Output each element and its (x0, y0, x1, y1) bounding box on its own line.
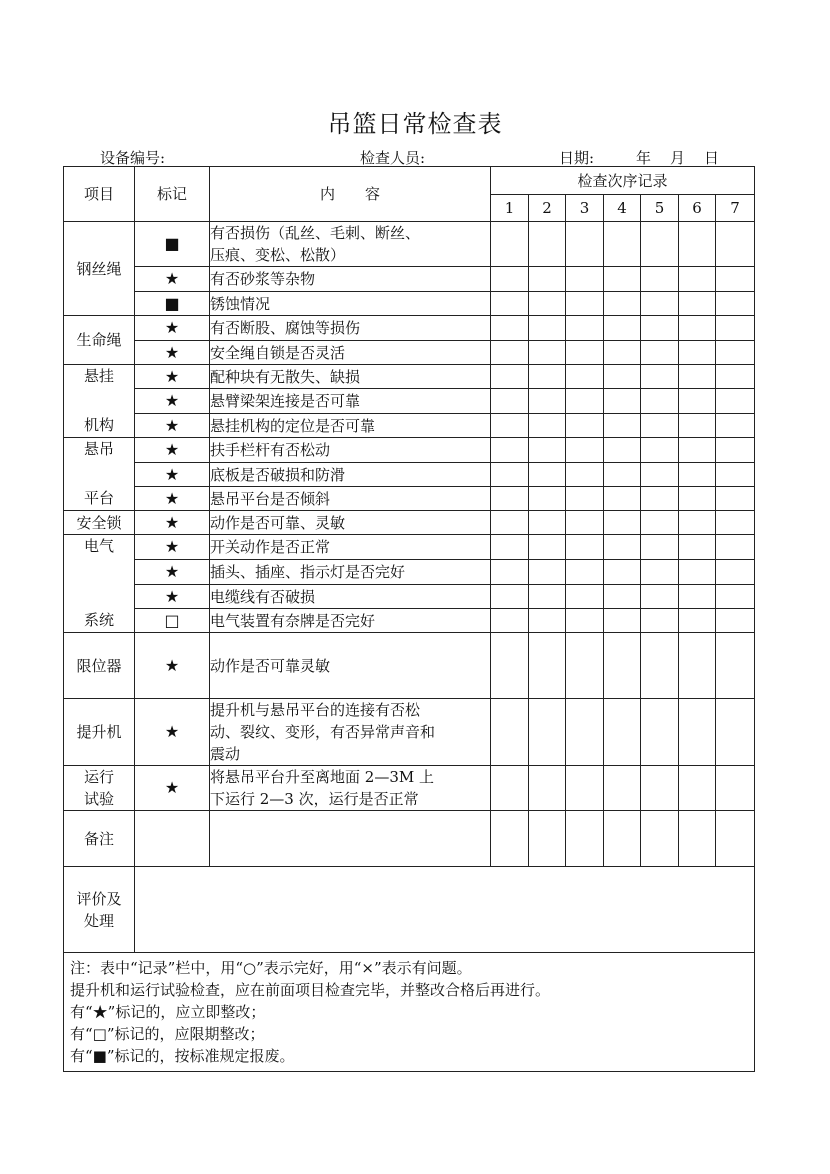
record-cell[interactable] (491, 511, 529, 535)
record-cell[interactable] (641, 365, 679, 389)
content-line: 电缆线有否破损 (210, 587, 316, 606)
record-cell[interactable] (529, 389, 566, 414)
record-number-7: 7 (716, 195, 755, 222)
header-row (64, 167, 755, 195)
record-cell[interactable] (679, 633, 716, 699)
item-name-cell (64, 511, 135, 535)
record-cell[interactable] (716, 535, 755, 560)
record-cell[interactable] (679, 267, 716, 292)
content-cell (210, 222, 491, 267)
mark-cell: ■ (135, 292, 210, 316)
record-cell[interactable] (679, 535, 716, 560)
record-cell[interactable] (679, 341, 716, 365)
content-cell (210, 341, 491, 365)
record-cell[interactable] (491, 222, 529, 267)
page-title: 吊篮日常检查表 (327, 110, 503, 138)
record-cell[interactable] (529, 585, 566, 609)
table-row (64, 389, 755, 414)
record-cell[interactable] (679, 414, 716, 438)
record-cell[interactable] (679, 585, 716, 609)
inspection-table (63, 166, 755, 1072)
date-label: 日期: (559, 149, 595, 167)
record-cell[interactable] (641, 511, 679, 535)
content-cell (210, 292, 491, 316)
record-cell[interactable] (641, 766, 679, 811)
date-day: 日 (704, 149, 720, 167)
note-line: 提升机和运行试验检查，应在前面项目检查完毕，并整改合格后再进行。 (70, 981, 551, 999)
content-line: 下运行 2—3 次，运行是否正常 (210, 790, 419, 808)
evaluation-row (64, 867, 755, 953)
record-number-1: 1 (491, 195, 529, 222)
record-cell[interactable] (529, 365, 566, 389)
record-cell[interactable] (716, 365, 755, 389)
item-name-cell (64, 316, 135, 365)
record-cell[interactable] (566, 609, 604, 633)
record-cell[interactable] (566, 463, 604, 487)
table-row (64, 609, 755, 633)
mark-cell: ★ (135, 560, 210, 585)
record-cell[interactable] (641, 438, 679, 463)
content-cell (210, 365, 491, 389)
content-cell (210, 438, 491, 463)
record-cell[interactable] (641, 560, 679, 585)
record-cell[interactable] (491, 414, 529, 438)
record-cell[interactable] (604, 487, 641, 511)
content-line: 安全绳自锁是否灵活 (210, 343, 346, 362)
record-cell[interactable] (566, 560, 604, 585)
item-name-cell (64, 766, 135, 811)
record-cell[interactable] (641, 585, 679, 609)
mark-cell: ★ (135, 365, 210, 389)
item-name-cell (64, 222, 135, 316)
record-cell[interactable] (641, 535, 679, 560)
record-cell[interactable] (491, 633, 529, 699)
record-cell[interactable] (566, 511, 604, 535)
record-cell[interactable] (604, 766, 641, 811)
record-cell[interactable] (529, 487, 566, 511)
content-cell (210, 699, 491, 766)
record-cell[interactable] (716, 316, 755, 341)
record-cell[interactable] (604, 609, 641, 633)
mark-cell: ★ (135, 487, 210, 511)
record-cell[interactable] (529, 609, 566, 633)
content-line: 悬挂机构的定位是否可靠 (210, 416, 376, 435)
record-cell[interactable] (716, 585, 755, 609)
content-cell (210, 560, 491, 585)
record-cell[interactable] (604, 267, 641, 292)
record-cell[interactable] (641, 316, 679, 341)
record-number-3: 3 (566, 195, 604, 222)
record-cell[interactable] (566, 699, 604, 766)
record-cell[interactable] (679, 365, 716, 389)
mark-column-header: 标记 (135, 167, 210, 222)
record-cell[interactable] (604, 438, 641, 463)
record-cell[interactable] (566, 487, 604, 511)
record-cell[interactable] (679, 609, 716, 633)
record-cell[interactable] (604, 560, 641, 585)
record-cell[interactable] (641, 633, 679, 699)
record-cell[interactable] (566, 222, 604, 267)
record-cell[interactable] (529, 535, 566, 560)
date-month: 月 (670, 149, 686, 167)
record-cell[interactable] (529, 463, 566, 487)
record-cell[interactable] (491, 560, 529, 585)
record-cell[interactable] (529, 292, 566, 316)
content-line: 插头、插座、指示灯是否完好 (210, 563, 406, 581)
table-row (64, 267, 755, 292)
item-name-cell (64, 535, 135, 633)
record-cell[interactable] (529, 414, 566, 438)
record-cell[interactable] (641, 609, 679, 633)
content-cell (210, 267, 491, 292)
record-cell[interactable] (641, 222, 679, 267)
content-cell (210, 511, 491, 535)
content-cell (210, 585, 491, 609)
record-cell[interactable] (566, 585, 604, 609)
content-line: 动、裂纹、变形，有否异常声音和 (210, 723, 436, 741)
mark-cell: ★ (135, 766, 210, 811)
content-line: 扶手栏杆有否松动 (210, 441, 331, 459)
record-cell[interactable] (566, 633, 604, 699)
record-cell[interactable] (604, 292, 641, 316)
record-cell[interactable] (679, 511, 716, 535)
table-row (64, 487, 755, 511)
record-cell[interactable] (716, 511, 755, 535)
mark-cell: ★ (135, 389, 210, 414)
note-line: 注：表中“记录”栏中，用“○”表示完好，用“×”表示有问题。 (70, 959, 472, 977)
record-cell[interactable] (604, 463, 641, 487)
table-row (64, 633, 755, 699)
record-cell[interactable] (716, 341, 755, 365)
content-line: 有否砂浆等杂物 (210, 270, 316, 288)
content-cell (210, 414, 491, 438)
record-cell[interactable] (491, 487, 529, 511)
table-row (64, 511, 755, 535)
item-name: 限位器 (76, 656, 122, 675)
table-row (64, 414, 755, 438)
record-cell[interactable] (604, 389, 641, 414)
record-cell[interactable] (491, 341, 529, 365)
table-row (64, 341, 755, 365)
mark-cell: ★ (135, 438, 210, 463)
content-line: 底板是否破损和防滑 (210, 465, 346, 484)
item-name-top: 运行 (83, 768, 114, 786)
record-cell[interactable] (604, 699, 641, 766)
record-cell[interactable] (566, 341, 604, 365)
record-cell[interactable] (529, 267, 566, 292)
record-cell[interactable] (641, 389, 679, 414)
record-cell[interactable] (641, 463, 679, 487)
note-line: 有“★”标记的，应立即整改； (70, 1003, 266, 1021)
item-name-cell (64, 633, 135, 699)
content-cell (210, 535, 491, 560)
record-number-6: 6 (679, 195, 716, 222)
remarks-record-cell[interactable] (566, 811, 604, 867)
table-row (64, 585, 755, 609)
evaluation-label (64, 867, 135, 953)
item-name-top: 悬挂 (83, 367, 114, 385)
record-cell[interactable] (529, 222, 566, 267)
content-cell (210, 316, 491, 341)
content-cell (210, 487, 491, 511)
content-line: 锈蚀情况 (210, 294, 271, 313)
record-cell[interactable] (716, 633, 755, 699)
content-cell (210, 389, 491, 414)
table-row (64, 222, 755, 267)
record-cell[interactable] (566, 365, 604, 389)
record-cell[interactable] (641, 699, 679, 766)
record-cell[interactable] (491, 292, 529, 316)
item-name-top: 电气 (83, 537, 114, 555)
content-cell (210, 633, 491, 699)
record-cell[interactable] (679, 389, 716, 414)
remarks-record-cell[interactable] (604, 811, 641, 867)
mark-cell: ★ (135, 463, 210, 487)
record-cell[interactable] (566, 316, 604, 341)
content-line: 悬臂梁架连接是否可靠 (210, 392, 361, 410)
record-cell[interactable] (491, 535, 529, 560)
record-cell[interactable] (716, 487, 755, 511)
mark-cell: ★ (135, 511, 210, 535)
record-cell[interactable] (566, 535, 604, 560)
record-cell[interactable] (641, 414, 679, 438)
table-row (64, 292, 755, 316)
record-cell[interactable] (604, 341, 641, 365)
content-line: 震动 (210, 745, 241, 763)
table-row (64, 316, 755, 341)
content-line: 有否断股、腐蚀等损伤 (210, 319, 361, 337)
record-cell[interactable] (566, 389, 604, 414)
record-cell[interactable] (679, 487, 716, 511)
record-cell[interactable] (491, 438, 529, 463)
remarks-record-cell[interactable] (716, 811, 755, 867)
notes-row (64, 953, 755, 1072)
mark-cell: ★ (135, 316, 210, 341)
mark-cell: ★ (135, 414, 210, 438)
content-cell (210, 766, 491, 811)
item-name-cell (64, 699, 135, 766)
notes-cell (64, 953, 755, 1072)
record-cell[interactable] (566, 766, 604, 811)
mark-cell: ★ (135, 267, 210, 292)
content-line: 有否损伤（乱丝、毛刺、断丝、 (210, 224, 421, 242)
record-cell[interactable] (716, 292, 755, 316)
record-cell[interactable] (641, 487, 679, 511)
record-cell[interactable] (491, 766, 529, 811)
item-name: 生命绳 (76, 331, 122, 349)
record-cell[interactable] (566, 292, 604, 316)
mark-cell: ★ (135, 585, 210, 609)
item-name-bottom: 试验 (83, 790, 114, 808)
record-cell[interactable] (716, 766, 755, 811)
content-line: 电气装置有奈牌是否完好 (210, 611, 376, 630)
record-cell[interactable] (491, 316, 529, 341)
record-cell[interactable] (529, 438, 566, 463)
record-cell[interactable] (529, 633, 566, 699)
record-cell[interactable] (604, 365, 641, 389)
evaluation-field[interactable] (135, 867, 755, 953)
record-cell[interactable] (604, 585, 641, 609)
record-cell[interactable] (604, 535, 641, 560)
table-row (64, 535, 755, 560)
record-cell[interactable] (641, 341, 679, 365)
table-row (64, 699, 755, 766)
record-cell[interactable] (604, 511, 641, 535)
remarks-label: 备注 (64, 811, 135, 867)
item-name: 钢丝绳 (76, 259, 122, 278)
record-cell[interactable] (679, 292, 716, 316)
table-row (64, 365, 755, 389)
record-cell[interactable] (679, 463, 716, 487)
record-cell[interactable] (529, 316, 566, 341)
record-cell[interactable] (716, 609, 755, 633)
record-cell[interactable] (529, 766, 566, 811)
remarks-cell[interactable] (135, 811, 210, 867)
record-cell[interactable] (716, 438, 755, 463)
content-line: 悬吊平台是否倾斜 (210, 489, 331, 508)
content-cell (210, 463, 491, 487)
content-line: 提升机与悬吊平台的连接有否松 (210, 701, 421, 719)
record-cell[interactable] (491, 585, 529, 609)
record-cell[interactable] (566, 438, 604, 463)
record-cell[interactable] (529, 341, 566, 365)
evaluation-label-line: 评价及 (76, 889, 122, 908)
remarks-record-cell[interactable] (641, 811, 679, 867)
record-cell[interactable] (679, 316, 716, 341)
record-number-5: 5 (641, 195, 679, 222)
content-line: 开关动作是否正常 (210, 538, 331, 556)
item-name: 安全锁 (76, 513, 122, 532)
item-name-cell (64, 365, 135, 438)
item-name-bottom: 系统 (83, 611, 114, 629)
record-cell[interactable] (716, 463, 755, 487)
remarks-record-cell[interactable] (529, 811, 566, 867)
record-cell[interactable] (566, 414, 604, 438)
record-cell[interactable] (529, 511, 566, 535)
item-name-bottom: 平台 (83, 489, 114, 507)
record-cell[interactable] (604, 414, 641, 438)
record-cell[interactable] (604, 316, 641, 341)
item-name-top: 悬吊 (83, 440, 114, 458)
equipment-no-label: 设备编号: (100, 149, 166, 167)
item-name-bottom: 机构 (83, 416, 114, 434)
mark-cell: ★ (135, 341, 210, 365)
note-line: 有“■”标记的，按标准规定报废。 (70, 1047, 295, 1065)
mark-cell: ★ (135, 535, 210, 560)
table-row (64, 766, 755, 811)
record-number-4: 4 (604, 195, 641, 222)
content-cell (210, 609, 491, 633)
content-line: 动作是否可靠、灵敏 (210, 513, 346, 532)
mark-cell: □ (135, 609, 210, 633)
record-cell[interactable] (529, 699, 566, 766)
record-cell[interactable] (491, 463, 529, 487)
content-line: 压痕、变松、松散） (210, 246, 346, 264)
record-cell[interactable] (491, 609, 529, 633)
content-line: 配种块有无散失、缺损 (210, 367, 361, 386)
record-column-header: 检查次序记录 (491, 167, 755, 195)
date-year: 年 (636, 149, 652, 167)
content-column-header: 内 容 (210, 167, 491, 222)
table-row (64, 463, 755, 487)
remarks-cell[interactable] (210, 811, 491, 867)
table-row (64, 438, 755, 463)
record-cell[interactable] (716, 414, 755, 438)
record-cell[interactable] (491, 699, 529, 766)
record-cell[interactable] (679, 699, 716, 766)
record-cell[interactable] (491, 389, 529, 414)
record-cell[interactable] (716, 560, 755, 585)
record-cell[interactable] (566, 267, 604, 292)
record-cell[interactable] (679, 438, 716, 463)
record-cell[interactable] (604, 633, 641, 699)
mark-cell: ■ (135, 222, 210, 267)
record-cell[interactable] (529, 560, 566, 585)
mark-cell: ★ (135, 633, 210, 699)
record-cell[interactable] (604, 222, 641, 267)
item-column-header: 项目 (64, 167, 135, 222)
record-cell[interactable] (716, 699, 755, 766)
item-name: 提升机 (76, 723, 122, 741)
record-cell[interactable] (641, 267, 679, 292)
content-line: 将悬吊平台升至离地面 2—3M 上 (210, 768, 434, 786)
record-cell[interactable] (491, 365, 529, 389)
mark-cell: ★ (135, 699, 210, 766)
remarks-record-cell[interactable] (491, 811, 529, 867)
record-cell[interactable] (679, 222, 716, 267)
record-cell[interactable] (716, 389, 755, 414)
record-cell[interactable] (491, 267, 529, 292)
record-cell[interactable] (716, 267, 755, 292)
record-cell[interactable] (679, 766, 716, 811)
table-row (64, 560, 755, 585)
record-cell[interactable] (679, 560, 716, 585)
record-number-2: 2 (529, 195, 566, 222)
record-cell[interactable] (641, 292, 679, 316)
evaluation-label-line: 处理 (83, 911, 114, 930)
inspector-label: 检查人员: (360, 149, 426, 167)
note-line: 有“□”标记的，应限期整改； (70, 1025, 265, 1043)
record-cell[interactable] (716, 222, 755, 267)
remarks-record-cell[interactable] (679, 811, 716, 867)
remarks-row (64, 811, 755, 867)
item-name-cell (64, 438, 135, 511)
content-line: 动作是否可靠灵敏 (210, 656, 331, 675)
